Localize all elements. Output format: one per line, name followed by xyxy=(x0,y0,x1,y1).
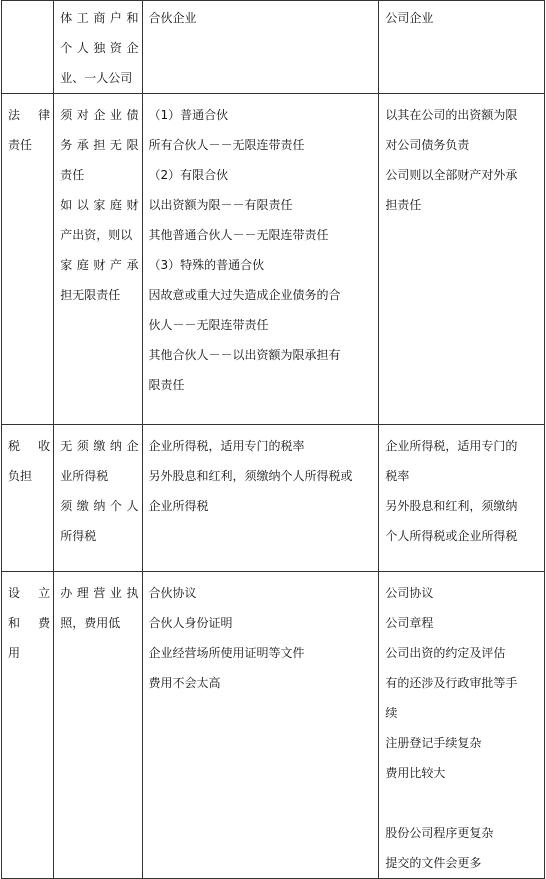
cell-text-line: 如以家庭财 xyxy=(60,198,139,212)
cell-text-line: 办理营业执 xyxy=(60,586,139,600)
cell-text-line: 税率 xyxy=(385,469,410,483)
cell-text-line: 须对企业债 xyxy=(60,108,139,122)
partnership-cell xyxy=(142,425,379,572)
header-text-line: 公司企业 xyxy=(385,11,434,25)
cell-text-line: 合伙人身份证明 xyxy=(148,616,233,630)
cell-text-line: 有的还涉及行政审批等手 xyxy=(385,676,518,690)
header-cell-partnership xyxy=(142,1,379,94)
cell-text-line: 限责任 xyxy=(148,378,185,392)
cell-text-line: 以其在公司的出资额为限 xyxy=(385,108,518,122)
header-text-line: 合伙企业 xyxy=(148,11,197,25)
header-text-line: 体工商户和 xyxy=(60,11,139,25)
table-row-legal-liability xyxy=(2,94,545,425)
cell-text-line: 担责任 xyxy=(385,198,422,212)
cell-text-line: 责任 xyxy=(60,168,85,182)
cell-text-line: 提交的文件会更多 xyxy=(385,856,482,870)
cell-text-line: 个人所得税或企业所得税 xyxy=(385,529,518,543)
cell-text-line: 企业所得税 xyxy=(148,499,209,513)
header-cell-sole-proprietor xyxy=(54,1,142,94)
cell-text-line: 企业所得税，适用专门的税率 xyxy=(148,439,305,453)
company-cell xyxy=(379,94,545,425)
sole-proprietor-cell xyxy=(54,94,142,425)
cell-text-line: （3）特殊的普通合伙 xyxy=(148,258,265,272)
row-label-line: 责任 xyxy=(8,138,33,152)
cell-text-line: 注册登记手续复杂 xyxy=(385,736,482,750)
header-cell-company xyxy=(379,1,545,94)
cell-text-line: 照，费用低 xyxy=(60,616,121,630)
cell-text-line: 因故意或重大过失造成企业债务的合 xyxy=(148,288,341,302)
row-label-line: 法 律 xyxy=(8,108,51,122)
row-label-cell xyxy=(2,94,54,425)
cell-text-line: 以出资额为限－－有限责任 xyxy=(148,198,293,212)
cell-text-line: 费用不会太高 xyxy=(148,676,221,690)
cell-text-line: 公司出资的约定及评估 xyxy=(385,646,506,660)
row-label-line: 用 xyxy=(8,646,21,660)
sole-proprietor-cell xyxy=(54,572,142,879)
cell-text-line: 企业所得税，适用专门的 xyxy=(385,439,518,453)
cell-text-line: 其他普通合伙人－－无限连带责任 xyxy=(148,228,329,242)
cell-text-line: 无须缴纳企 xyxy=(60,439,139,453)
header-empty-cell xyxy=(2,1,54,94)
row-label-cell xyxy=(2,572,54,879)
cell-text-line: 合伙协议 xyxy=(148,586,197,600)
cell-text-line: 产出资，则以 xyxy=(60,228,133,242)
header-text-line: 业、一人公司 xyxy=(60,71,133,85)
cell-text-line: 所得税 xyxy=(60,529,97,543)
cell-text-line: 公司章程 xyxy=(385,616,434,630)
comparison-table xyxy=(1,0,545,879)
cell-text-line: 所有合伙人－－无限连带责任 xyxy=(148,138,305,152)
row-label-line: 税 收 xyxy=(8,439,51,453)
cell-text-line: （2）有限合伙 xyxy=(148,168,229,182)
cell-text-line: 续 xyxy=(385,706,398,720)
company-cell xyxy=(379,572,545,879)
cell-text-line: 另外股息和红利，须缴纳 xyxy=(385,499,518,513)
cell-text-line: 费用比较大 xyxy=(385,766,446,780)
cell-text-line: （1）普通合伙 xyxy=(148,108,229,122)
row-label-cell xyxy=(2,425,54,572)
table-row-setup-cost xyxy=(2,572,545,879)
cell-text-line: 企业经营场所使用证明等文件 xyxy=(148,646,305,660)
row-label-line: 设 立 xyxy=(8,586,51,600)
partnership-cell xyxy=(142,572,379,879)
cell-text-line: 公司协议 xyxy=(385,586,434,600)
header-text-line: 个人独资企 xyxy=(60,41,139,55)
header-row xyxy=(2,1,545,94)
sole-proprietor-cell xyxy=(54,425,142,572)
blank-line xyxy=(385,788,541,818)
row-label-line: 负担 xyxy=(8,469,33,483)
company-cell xyxy=(379,425,545,572)
cell-text-line: 须缴纳个人 xyxy=(60,499,139,513)
cell-text-line: 股份公司程序更复杂 xyxy=(385,826,494,840)
partnership-cell xyxy=(142,94,379,425)
cell-text-line: 另外股息和红利，须缴纳个人所得税或 xyxy=(148,469,353,483)
cell-text-line: 业所得税 xyxy=(60,469,109,483)
cell-text-line: 家庭财产承 xyxy=(60,258,139,272)
cell-text-line: 公司则以全部财产对外承 xyxy=(385,168,518,182)
cell-text-line: 对公司债务负责 xyxy=(385,138,470,152)
cell-text-line: 其他合伙人－－以出资额为限承担有 xyxy=(148,348,341,362)
cell-text-line: 伙人－－无限连带责任 xyxy=(148,318,269,332)
row-label-line: 和 费 xyxy=(8,616,51,630)
table-row-tax-burden xyxy=(2,425,545,572)
cell-text-line: 担无限责任 xyxy=(60,288,121,302)
cell-text-line: 务承担无限 xyxy=(60,138,139,152)
